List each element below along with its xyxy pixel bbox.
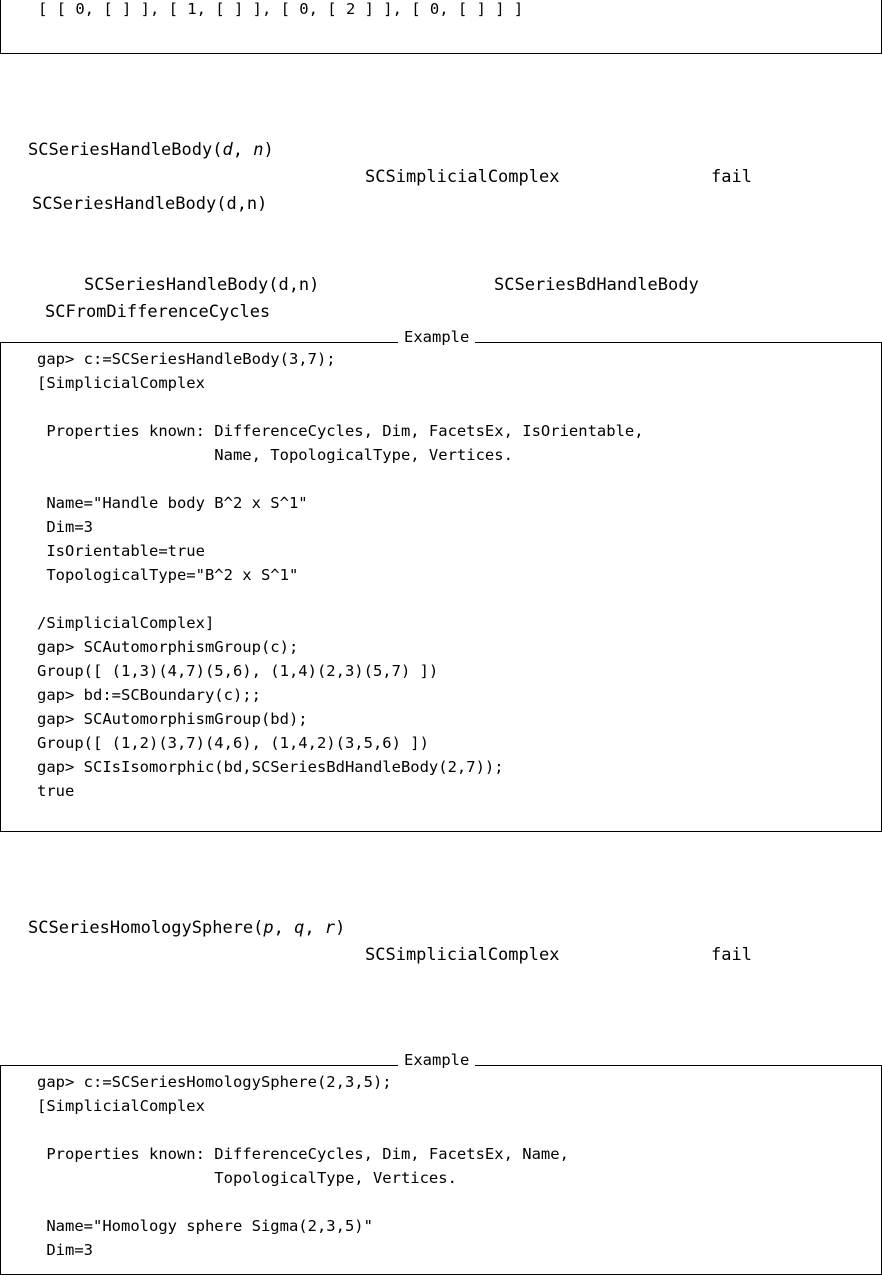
see-also-ref: SCSeriesBdHandleBody (494, 275, 699, 295)
arg-d: d (222, 140, 233, 160)
return-type: SCSimplicialComplex (365, 167, 560, 187)
code-line: gap> SCIsIsomorphic(bd,SCSeriesBdHandleBody(2,7)); (37, 758, 504, 776)
code-line: gap> bd:=SCBoundary(c);; (37, 686, 261, 704)
close-paren: ) (335, 918, 346, 938)
return-fail: fail (711, 167, 752, 187)
code-line: Dim=3 (37, 518, 93, 536)
code-line: [SimplicialComplex (37, 374, 205, 392)
arg-q: q (294, 918, 305, 938)
code-line: /SimplicialComplex] (37, 614, 215, 632)
function-call: SCSeriesHandleBody(d,n) (32, 194, 268, 214)
code-line: true (37, 782, 75, 800)
code-line: [ [ 0, [ ] ], [ 1, [ ] ], [ 0, [ 2 ] ], [ 0, [ ] ] ] (38, 0, 524, 18)
code-line: Group([ (1,2)(3,7)(4,6), (1,4,2)(3,5,6) ]) (37, 734, 429, 752)
function-signature-homology-sphere (28, 916, 345, 940)
see-also-call: SCSeriesHandleBody(d,n) (84, 275, 320, 295)
code-line: gap> c:=SCSeriesHandleBody(3,7); (37, 350, 336, 368)
code-line: gap> SCAutomorphismGroup(c); (37, 638, 299, 656)
arg-separator: , (273, 918, 295, 938)
code-line: Group([ (1,3)(4,7)(5,6), (1,4)(2,3)(5,7) ]) (37, 662, 439, 680)
example-label: Example (398, 327, 475, 347)
code-line: gap> SCAutomorphismGroup(bd); (37, 710, 308, 728)
arg-n: n (253, 140, 264, 160)
code-line: TopologicalType="B^2 x S^1" (37, 566, 299, 584)
top-code-box (0, 0, 882, 54)
code-line: TopologicalType, Vertices. (37, 1169, 457, 1187)
code-line: Dim=3 (37, 1241, 93, 1259)
code-line: [SimplicialComplex (37, 1097, 205, 1115)
arg-separator: , (304, 918, 325, 938)
code-line: Name="Homology sphere Sigma(2,3,5)" (37, 1217, 373, 1235)
close-paren: ) (263, 140, 274, 160)
see-also-ref: SCFromDifferenceCycles (45, 302, 271, 322)
function-name: SCSeriesHandleBody( (28, 140, 223, 160)
arg-r: r (324, 918, 336, 938)
code-line: gap> c:=SCSeriesHomologySphere(2,3,5); (37, 1073, 392, 1091)
return-fail: fail (711, 945, 752, 965)
code-line: Properties known: DifferenceCycles, Dim, FacetsEx, IsOrientable, (37, 422, 644, 440)
code-line: Name="Handle body B^2 x S^1" (37, 494, 308, 512)
example-label: Example (398, 1050, 475, 1070)
function-signature-handle-body (28, 138, 274, 162)
code-line: Properties known: DifferenceCycles, Dim, FacetsEx, Name, (37, 1145, 569, 1163)
code-line: Name, TopologicalType, Vertices. (37, 446, 513, 464)
arg-separator: , (232, 140, 254, 160)
function-name: SCSeriesHomologySphere( (28, 918, 264, 938)
code-line: IsOrientable=true (37, 542, 205, 560)
arg-p: p (263, 918, 274, 938)
return-type: SCSimplicialComplex (365, 945, 560, 965)
